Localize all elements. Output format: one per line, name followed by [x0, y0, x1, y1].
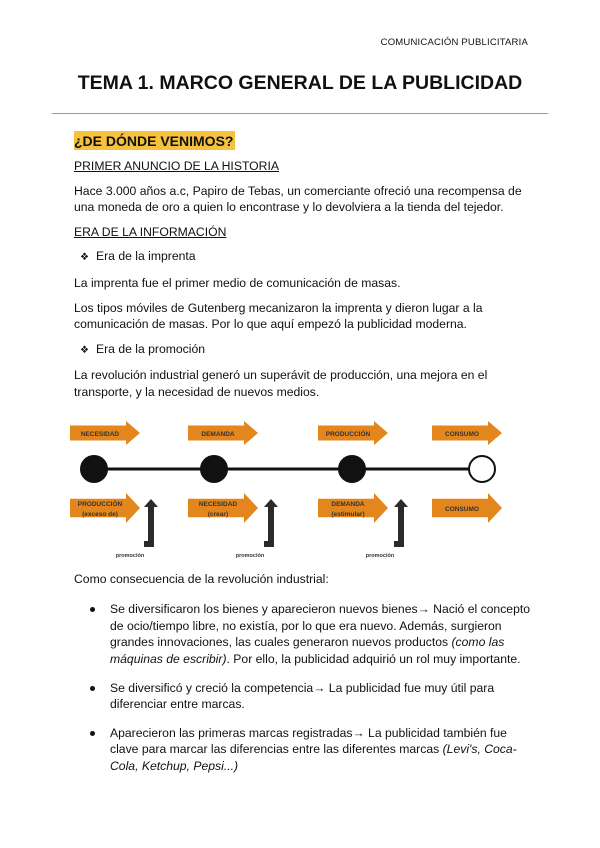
timeline-node — [201, 456, 227, 482]
bottom-arrow — [318, 493, 388, 523]
bullet-dot-icon — [90, 686, 95, 691]
promotion-label: promoción — [115, 552, 145, 559]
era-item-promotion — [80, 341, 534, 360]
info-era-heading: ERA DE LA INFORMACIÓN — [74, 224, 227, 239]
bottom-arrow-label: DEMANDA — [331, 500, 365, 508]
consequences-list — [74, 601, 534, 774]
promotion-label: promoción — [235, 552, 265, 559]
bottom-arrow-label: (estimular) — [331, 510, 365, 518]
bullet-dot-icon — [90, 607, 95, 612]
timeline-node-open — [469, 456, 495, 482]
list-item — [74, 680, 534, 713]
bullet-text: Aparecieron las primeras marcas registradas→ La publicidad también fue clave para marcar las diferencias entre las diferentes marcas — [110, 725, 507, 757]
promotion-label: promoción — [365, 552, 395, 559]
era-item-printing — [80, 248, 534, 267]
list-item — [74, 725, 534, 775]
bullet-italic: (Levi's, Coca-Cola, Ketchup, Pepsi...) — [110, 742, 517, 773]
era-item-label: Era de la imprenta — [95, 249, 196, 264]
bottom-arrow — [70, 493, 140, 523]
course-header: COMUNICACIÓN PUBLICITARIA — [380, 37, 528, 48]
top-arrow-label: DEMANDA — [201, 430, 235, 438]
era-item-label: Era de la promoción — [95, 341, 206, 356]
list-item — [74, 601, 534, 667]
printing-para-2: Los tipos móviles de Gutenberg mecanizaron la imprenta y dieron lugar a la comunicación de masas. Por lo que aquí empezó la publicidad moderna. — [74, 300, 483, 332]
bottom-arrow — [188, 493, 258, 523]
diamond-bullet-icon: ❖ — [80, 252, 89, 264]
bullet-text: Se diversificaron los bienes y aparecieron nuevos bienes→ Nació el concepto de ocio/tiempo libre, no existía, por lo que era nuevo. Además, surgieron grandes innovaciones, las cuales generaron nuevos productos — [110, 602, 531, 650]
page-title: TEMA 1. MARCO GENERAL DE LA PUBLICIDAD — [77, 72, 523, 94]
bottom-arrow-label: (crear) — [207, 510, 229, 518]
first-ad-text: Hace 3.000 años a.c, Papiro de Tebas, un comerciante ofreció una recompensa de una moneda de oro a quien lo encontrase y lo devolviera a la tienda del tejedor. — [74, 183, 522, 215]
first-ad-heading: PRIMER ANUNCIO DE LA HISTORIA — [74, 159, 279, 173]
diamond-bullet-icon: ❖ — [80, 344, 89, 356]
printing-para-1: La imprenta fue el primer medio de comunicación de masas. — [74, 275, 401, 290]
bullet-tail: . Por ello, la publicidad adquirió un rol muy importante. — [226, 651, 521, 666]
promotion-para: La revolución industrial generó un superávit de producción, una mejora en el transporte, y la necesidad de nuevos medios. — [74, 368, 488, 399]
bottom-arrow-label: PRODUCCIÓN — [77, 500, 123, 508]
top-arrow-label: PRODUCCIÓN — [325, 430, 371, 438]
bottom-arrow-label: NECESIDAD — [198, 500, 238, 508]
promotion-up-arrow — [144, 499, 158, 547]
consequences-intro: Como consecuencia de la revolución industrial: — [74, 571, 329, 586]
title-divider — [52, 113, 548, 114]
bottom-arrow-label: (exceso de) — [82, 510, 118, 518]
timeline-node — [339, 456, 365, 482]
promotion-up-arrow — [264, 499, 278, 547]
bottom-arrow-label: CONSUMO — [445, 505, 479, 513]
bullet-dot-icon — [90, 731, 95, 736]
section-title: ¿DE DÓNDE VENIMOS? — [74, 133, 234, 149]
promotion-up-arrow — [394, 499, 408, 547]
diagram-svg — [70, 421, 530, 561]
document-body — [74, 131, 534, 786]
production-cycle-diagram — [70, 421, 530, 561]
top-arrow-label: NECESIDAD — [80, 430, 120, 438]
timeline-node — [81, 456, 107, 482]
bullet-text: Se diversificó y creció la competencia→ La publicidad fue muy útil para diferenciar entre marcas. — [110, 680, 495, 712]
top-arrow-label: CONSUMO — [445, 430, 479, 438]
bullet-italic: (como las máquinas de escribir) — [110, 635, 505, 666]
